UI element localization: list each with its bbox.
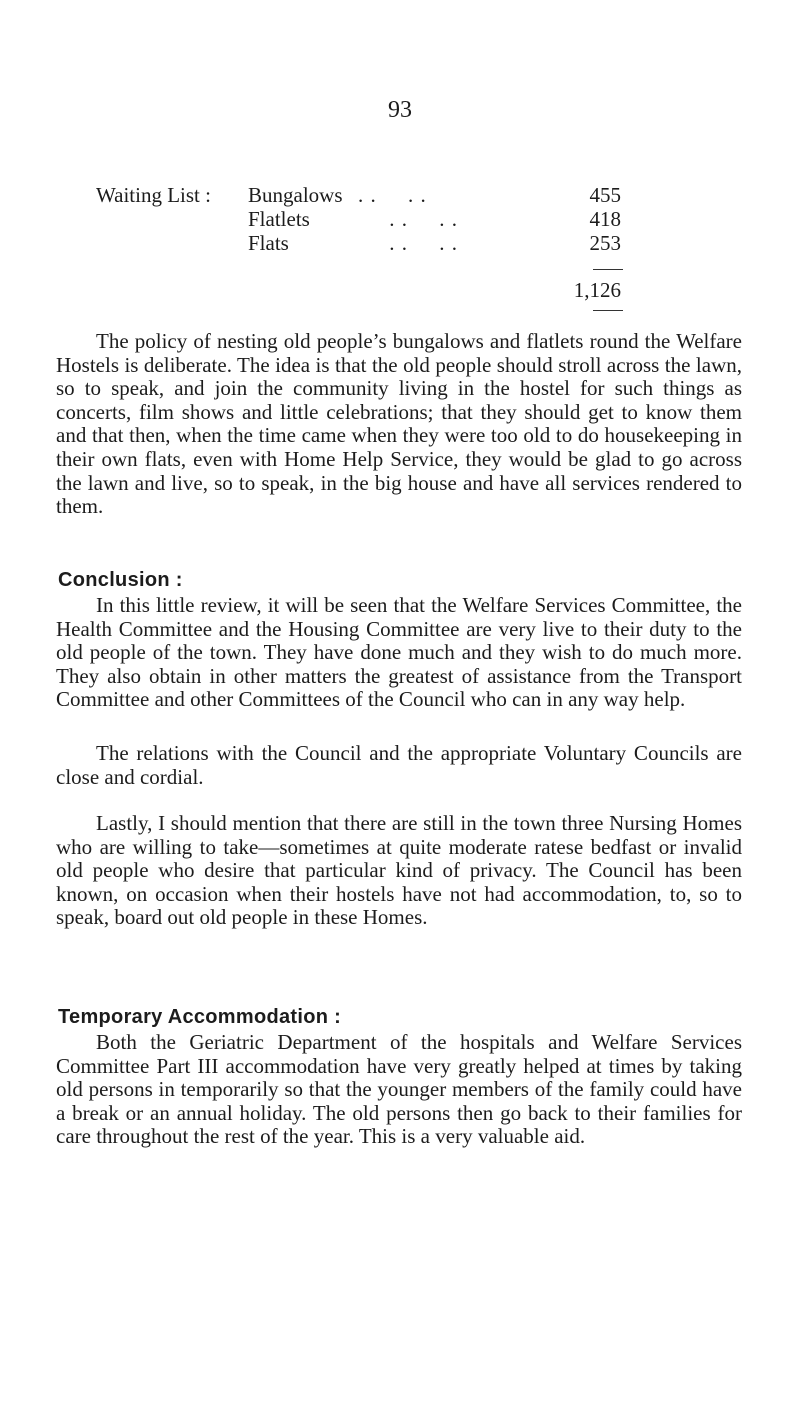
waiting-list-total: 1,126 (573, 278, 621, 302)
conclusion-paragraph-1: In this little review, it will be seen that the Welfare Services Committee, the Health Committee and the Housing Committee are very live to their duty to the old people of the town. They have done much and they wish to do much more. They also obtain in other matters the greatest of assistance from the Transport Committee and other Committees of the Council who can in any way help. (56, 593, 742, 712)
leader-dots: . . . . (358, 231, 458, 255)
leader-dots: . . . . (358, 183, 427, 207)
waiting-list-label: Waiting List : (96, 183, 211, 207)
waiting-list-value: 418 (589, 207, 621, 231)
page-number: 93 (388, 97, 412, 123)
sum-rule-bottom (593, 310, 623, 311)
policy-paragraph: The policy of nesting old people’s bungalows and flatlets round the Welfare Hostels is deliberate. The idea is that the old people should stroll across the lawn, so to speak, and join the community living in the hostel for such things as concerts, film shows and little celebrations; that they should get to know them and that then, when the time came when they were too old to do housekeeping in their own flats, even with Home Help Service, they would be glad to go across the lawn and live, so to speak, in the big house and have all services rendered to them. (56, 329, 742, 519)
conclusion-paragraph-3: Lastly, I should mention that there are still in the town three Nursing Homes who are willing to take—sometimes at quite moderate ratese bedfast or invalid old people who desire that particular kind of privacy. The Council has been known, on occasion when their hostels have not had accommodation, to, so to speak, board out old people in these Homes. (56, 811, 742, 930)
conclusion-paragraph-2: The relations with the Council and the appropriate Voluntary Councils are close and cordial. (56, 741, 742, 789)
waiting-list-category: Bungalows (248, 183, 343, 207)
waiting-list-category: Flats (248, 231, 289, 255)
leader-dots: . . . . (358, 207, 458, 231)
waiting-list-total-row (96, 278, 626, 302)
waiting-list-category: Flatlets (248, 207, 310, 231)
temporary-accommodation-heading: Temporary Accommodation : (58, 1006, 342, 1028)
sum-rule-top (593, 269, 623, 270)
temporary-accommodation-paragraph: Both the Geriatric Department of the hospitals and Welfare Services Committee Part III accommodation have very greatly helped at times by taking old persons in temporarily so that the younger members of the family could have a break or an annual holiday. The old persons then go back to their families for care throughout the rest of the year. This is a very valuable aid. (56, 1030, 742, 1149)
conclusion-heading: Conclusion : (58, 569, 183, 591)
waiting-list-value: 455 (589, 183, 621, 207)
waiting-list-value: 253 (589, 231, 621, 255)
